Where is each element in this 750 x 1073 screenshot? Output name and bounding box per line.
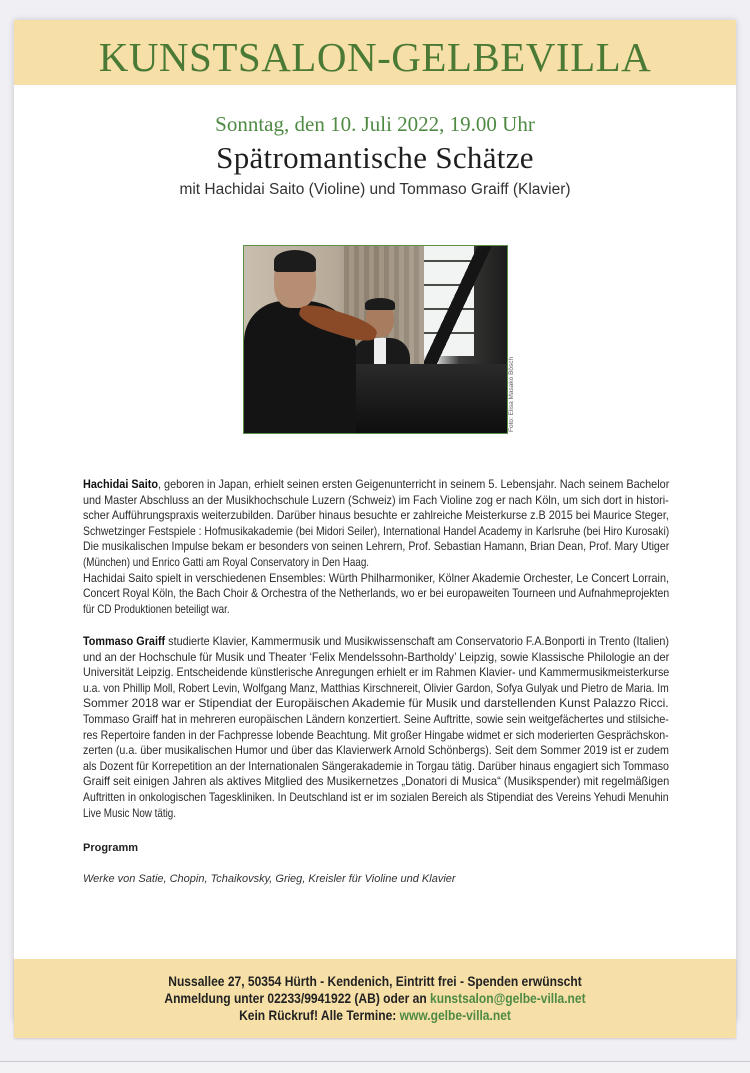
bio-line: scher Aufführungspraxis weiterzubilden. Darüber hinaus besuchte er zahlreiche Meisterkurse z.B 2015 bei Maurice Steger, <box>83 508 669 523</box>
bio-name: Hachidai Saito <box>83 477 159 491</box>
bio-line: Live Music Now tätig. <box>83 805 176 820</box>
bio-line: Hachidai Saito spielt in verschiedenen Ensembles: Würth Philharmoniker, Kölner Akademie Orchester, Le Concert Lorrain, <box>83 570 669 585</box>
footer-address: Nussallee 27, 50354 Hürth - Kendenich, Eintritt frei - Spenden erwünscht <box>168 973 582 989</box>
photo-pianist-hair <box>365 298 395 310</box>
performers-photo <box>243 245 508 434</box>
bio-line: als Dozent für Korrepetition an der Internationalen Sängerakademie in Torgau tätig. Darüber hinaus engagiert sich Tommaso <box>83 758 669 773</box>
photo-piano <box>356 364 507 433</box>
bio-line: Die musikalischen Impulse bekam er besonders von seinen Lehrern, Prof. Sebastian Hamann, Brian Dean, Prof. Mary Utiger <box>83 539 670 554</box>
bio-line: Graiff seit einigen Jahren als aktives Mitglied des Musikernetzes „Donatori di Musica“ (Musikspender) mit regelmäßigen <box>83 774 670 789</box>
flyer-page <box>14 20 736 1021</box>
event-date: Sonntag, den 10. Juli 2022, 19.00 Uhr <box>215 112 535 136</box>
bio-saito <box>83 477 669 617</box>
bio-line: für CD Produktionen beteiligt war. <box>83 601 230 616</box>
footer-banner <box>14 959 736 1038</box>
bio-line: und an der Hochschule für Musik und Theater ‘Felix Mendelssohn-Bartholdy’ Leipzig, sowie Klassische Philologie an der <box>83 649 670 664</box>
viewer-bottom-bar <box>0 1062 750 1073</box>
bio-line: Sommer 2018 war er Stipendiat der Europäischen Akademie für Musik und darstellenden Kunst Palazzo Ricci. <box>83 696 669 711</box>
bio-line: Tommaso Graiff hat in mehreren europäischen Ländern konzertiert. Seine Auftritte, sowie sein weitgefächertes und stilsiche- <box>83 711 669 726</box>
footer-dates: Kein Rückruf! Alle Termine: www.gelbe-villa.net <box>239 1007 511 1023</box>
bio-line: und Master Abschluss an der Musikhochschule Luzern (Schweiz) im Fach Violine zog er nach Köln, um sich dort in histori- <box>83 492 669 507</box>
footer-registration: Anmeldung unter 02233/9941922 (AB) oder an kunstsalon@gelbe-villa.net <box>164 990 586 1006</box>
bio-line: (München) und Enrico Gatti am Royal Conservatory in Den Haag. <box>83 554 370 569</box>
bio-line: Universität Leipzig. Entscheidende künstlerische Anregungen erhielt er im Rahmen Klavier- und Kammermusikmeisterkurse <box>83 665 670 680</box>
email-link[interactable]: kunstsalon@gelbe-villa.net <box>430 990 586 1006</box>
bio-line: res Repertoire fanden in der Fachpresse lobende Beachtung. Mit großer Hingabe widmet er sich moderierten Gesprächskon- <box>83 727 669 742</box>
event-title: Spätromantische Schätze <box>216 140 534 175</box>
event-subtitle: mit Hachidai Saito (Violine) und Tommaso Graiff (Klavier) <box>179 181 571 198</box>
bio-line: Concert Royal Köln, the Bach Choir & Orchestra of the Netherlands, wo er bei europaweiten Tourneen und Aufnahmeprojekten <box>83 586 670 601</box>
site-title: KUNSTSALON-GELBEVILLA <box>98 34 652 80</box>
header-banner <box>14 20 736 85</box>
bio-graiff <box>83 634 669 821</box>
bio-name: Tommaso Graiff <box>83 634 166 648</box>
photo-credit: Foto: Elisa Masako Bösch <box>508 356 515 432</box>
bio-line: Tommaso Graiff studierte Klavier, Kammermusik und Musikwissenschaft am Conservatorio F.A.Bonporti in Trento (Italien) <box>83 634 670 648</box>
photo-violinist-hair <box>274 250 316 272</box>
website-link[interactable]: www.gelbe-villa.net <box>399 1007 511 1023</box>
bio-line: u.a. von Phillip Moll, Robert Levin, Wolfgang Manz, Matthias Kirschnereit, Olivier Gardon, Sofya Gulyak und Pietro de Maria. Im <box>83 680 669 695</box>
bio-line: Schwetzinger Festspiele : Hofmusikakademie (bei Midori Seiler), International Handel Academy in Karlsruhe (bei Hiro Kurosaki) <box>83 523 670 538</box>
photo-piano-lid <box>424 246 507 371</box>
bio-line: Hachidai Saito, geboren in Japan, erhielt seinen ersten Geigenunterricht in seinem 5. Lebensjahr. Nach seinem Bachelor <box>83 477 670 491</box>
bio-line: Auftritten in onkologischen Tageskliniken. In Deutschland ist er im sozialen Bereich als Stipendiat des Vereins Yehudi Menuhin <box>83 789 669 804</box>
photo-pianist-shirt <box>374 338 386 364</box>
programm-text: Werke von Satie, Chopin, Tchaikovsky, Grieg, Kreisler für Violine und Klavier <box>83 873 456 885</box>
bio-line: zerten (u.a. über musikalischen Humor und über das Klavierwerk Arnold Schönbergs). Seit dem Sommer 2019 ist er zudem <box>83 743 669 758</box>
programm-heading: Programm <box>83 842 139 854</box>
